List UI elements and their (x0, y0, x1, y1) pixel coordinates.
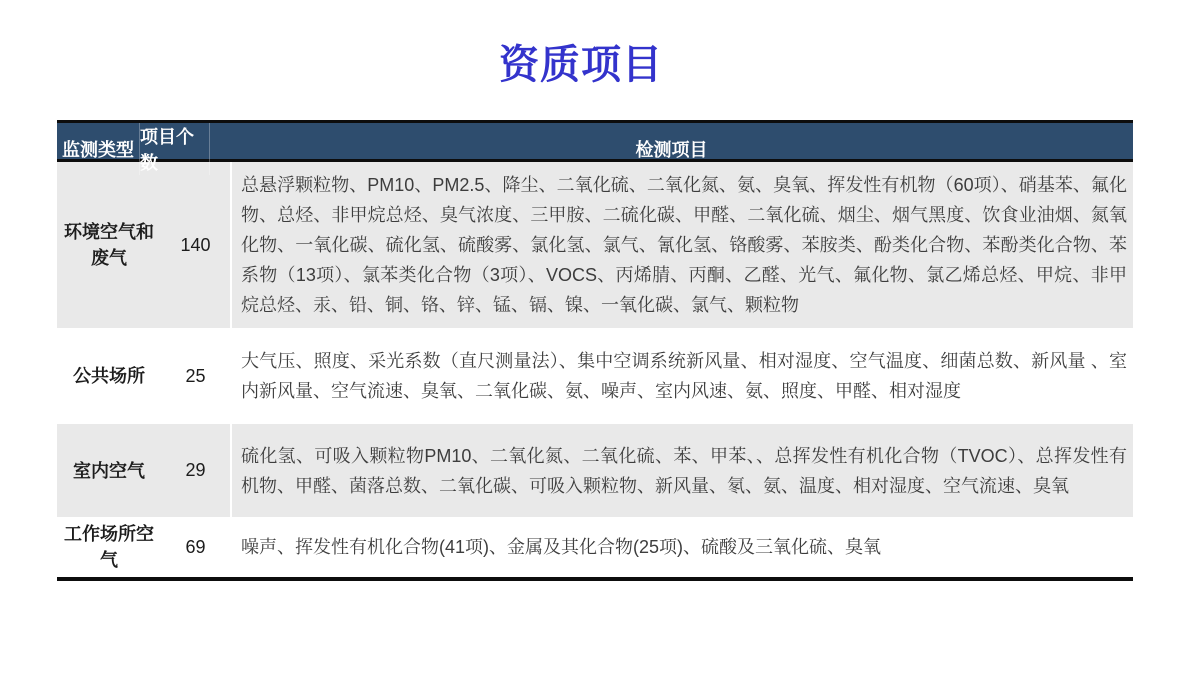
table-header-row (57, 120, 1133, 173)
table-row (57, 517, 1133, 577)
row-items-text: 总悬浮颗粒物、PM10、PM2.5、降尘、二氧化硫、二氧化氮、氨、臭氧、挥发性有机物（60项）、硝基苯、氟化物、总烃、非甲烷总烃、臭气浓度、三甲胺、二硫化碳、甲醛、二氧化硫、烟尘、烟气黑度、饮食业油烟、氮氧化物、一氧化碳、硫化氢、硫酸雾、氯化氢、氯气、氰化氢、铬酸雾、苯胺类、酚类化合物、苯酚类化合物、苯系物（13项）、氯苯类化合物（3项）、VOCS、丙烯腈、丙酮、乙醛、光气、氟化物、氯乙烯总烃、甲烷、非甲烷总烃、汞、铅、铜、铬、锌、锰、镉、镍、一氧化碳、氯气、颗粒物 (241, 175, 1127, 315)
table-row (57, 424, 1133, 517)
table-row (57, 162, 1133, 328)
row-items-cell (230, 517, 1133, 577)
row-items-cell (230, 328, 1133, 424)
row-type-label: 公共场所 (73, 366, 145, 386)
row-items-cell (230, 162, 1133, 328)
row-items-cell (230, 424, 1133, 517)
row-type-label: 工作场所空气 (64, 524, 154, 570)
row-count: 140 (180, 234, 211, 255)
row-count: 25 (185, 365, 206, 386)
table-row (57, 328, 1133, 424)
qualification-table (57, 120, 1133, 581)
row-count: 29 (185, 460, 206, 480)
row-type-label: 环境空气和废气 (64, 222, 154, 268)
row-type-label: 室内空气 (73, 460, 145, 481)
row-items-text: 噪声、挥发性有机化合物(41项)、金属及其化合物(25项)、硫酸及三氧化硫、臭氧 (241, 537, 882, 557)
header-cell-test-items: 检测项目 (209, 123, 1133, 175)
row-items-text: 硫化氢、可吸入颗粒物PM10、二氧化氮、二氧化硫、苯、甲苯、、总挥发性有机化合物（TVOC）、总挥发性有机物、甲醛、菌落总数、二氧化碳、可吸入颗粒物、新风量、氡、氨、温度、相对湿度、空气流速、臭氧 (241, 445, 1127, 496)
header-cell-item-count: 项目个数 (139, 123, 209, 175)
row-count: 69 (185, 536, 206, 557)
header-cell-monitor-type: 监测类型 (62, 140, 134, 160)
page-title: 资质项目 (499, 43, 663, 87)
row-items-text: 大气压、照度、采光系数（直尺测量法）、集中空调系统新风量、相对湿度、空气温度、细菌总数、新风量 、室内新风量、空气流速、臭氧、二氧化碳、氨、噪声、室内风速、氨、照度、甲醛、相对湿度 (241, 351, 1127, 401)
